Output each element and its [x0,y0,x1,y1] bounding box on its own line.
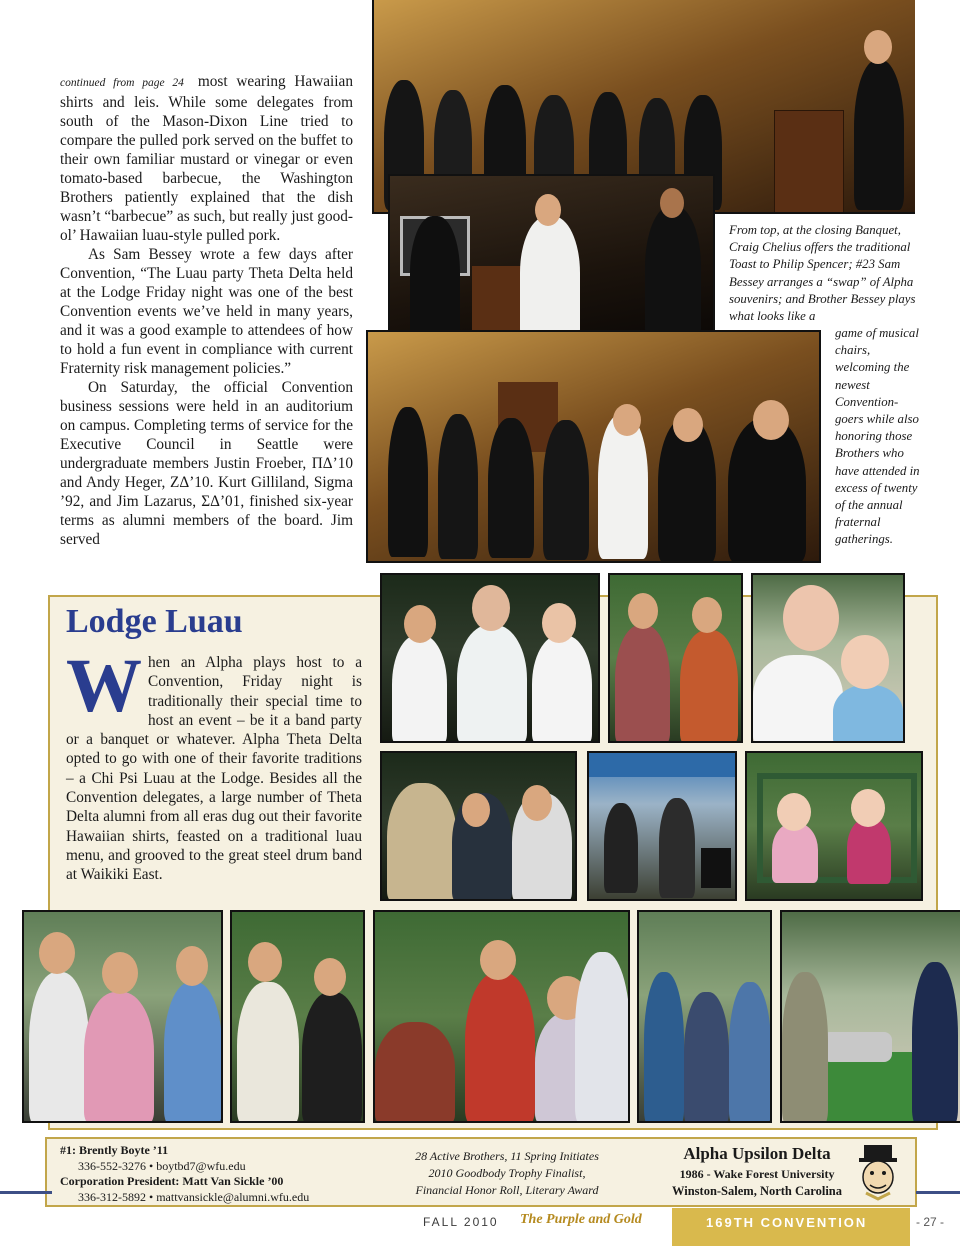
luau-photo-buffet [780,910,960,1123]
contact-1-info: 336-552-3276 • boytbd7@wfu.edu [78,1158,246,1173]
footer-rule-right [916,1191,960,1194]
article-paragraph-2: As Sam Bessey wrote a few days after Convention, “The Luau party Theta Delta held at the Lodge Friday night was one of the best Convention events we’ve held in many years, and it was a good example to attendees of how to hold a fun event in compliance with current Fraternity risk management policies.” [60,246,353,377]
luau-photo-hawaiian-shirts [373,910,630,1123]
contact-2-info: 336-312-5892 • mattvansickle@alumni.wfu.edu [78,1189,310,1204]
luau-photo-group-talk [637,910,772,1123]
achievement-line-1: 28 Active Brothers, 11 Spring Initiates [415,1149,599,1163]
demon-deacon-mascot-icon [856,1143,900,1201]
footer-rule-left [0,1191,52,1194]
achievement-line-3: Financial Honor Roll, Literary Award [415,1183,599,1197]
luau-photo-conversation [230,910,365,1123]
magazine-title: The Purple and Gold [520,1212,642,1227]
chapter-achievements [398,1148,616,1199]
luau-photo-plates [608,573,743,743]
chapter-founding: 1986 - Wake Forest University [679,1167,835,1181]
luau-photo-trio [380,573,600,743]
drop-cap: W [66,644,142,728]
achievement-line-2: 2010 Goodbody Trophy Finalist, [428,1166,586,1180]
photo-caption-top: From top, at the closing Banquet, Craig Chelius offers the traditional Toast to Philip Spencer; #23 Sam Bessey arranges a “swap” of Alpha souvenirs; and Brother Bessey plays what looks like a [729,223,916,324]
sidebar-body [66,644,362,885]
banquet-swap-photo [388,174,715,340]
luau-photo-baby [751,573,905,743]
chapter-identity [660,1144,854,1199]
sidebar-body-text: hen an Alpha plays host to a Convention, Friday night is traditionally their special time to host an event – be it a band party or a banquet or whatever. Alpha Theta Delta opted to go with one of their favorite traditions – a Chi Psi Luau at the Lodge. Besides all the Convention delegates, a large number of Theta Delta alumni from all eras dug out their favorite Hawaiian shirts, feasted on a traditional luau menu, and grooved to the great steel drum band at Waikiki East. [66,654,362,884]
chapter-name: Alpha Upsilon Delta [683,1144,831,1163]
article-paragraph-1 [60,72,353,245]
luau-photo-children-bench [745,751,923,901]
convention-label: 169TH CONVENTION [706,1215,868,1230]
contact-2-title: Corporation President: Matt Van Sickle ’00 [60,1174,284,1188]
banquet-chairs-photo [366,330,821,563]
contact-1-title: #1: Brently Boyte ’11 [60,1143,169,1157]
issue-season: FALL 2010 [423,1215,499,1229]
continued-label: continued from page 24 [60,77,184,89]
chapter-location: Winston-Salem, North Carolina [671,1184,843,1198]
chapter-contacts [60,1143,309,1205]
paragraph-1-text: most wearing Hawaiian shirts and leis. While some delegates from south of the Mason-Dixon Line tried to compare the pulled pork served on the buffet to their own familiar mustard or vinegar or even tomato-based barbecue, the Washington Brothers patiently explained that the dish wasn’t “barbecue” as such, but really just good-ol’ Hawaiian luau-style pulled pork. [60,73,353,244]
sidebar-title: Lodge Luau [66,603,243,640]
luau-photo-steel-drum-band [587,751,737,901]
luau-photo-leis [22,910,223,1123]
photo-caption-bottom: game of musical chairs, welcoming the newest Convention-goers while also honoring those Brothers who have attended in excess of twenty of the annual fraternal gatherings. [835,326,920,547]
article-text [60,72,353,549]
luau-photo-crowd [380,751,577,901]
page-number: - 27 - [916,1215,945,1229]
article-paragraph-3: On Saturday, the official Convention business sessions were held in an auditorium on campus. Completing terms of service for the Executive Council in Seattle were undergraduate members Justin Froeber, ΠΔ’10 and Andy Heger, ΖΔ’10. Kurt Gilliland, Sigma ’92, and Jim Lazarus, ΣΔ’01, finished six-year terms as alumni members of the board. Jim served [60,379,353,548]
